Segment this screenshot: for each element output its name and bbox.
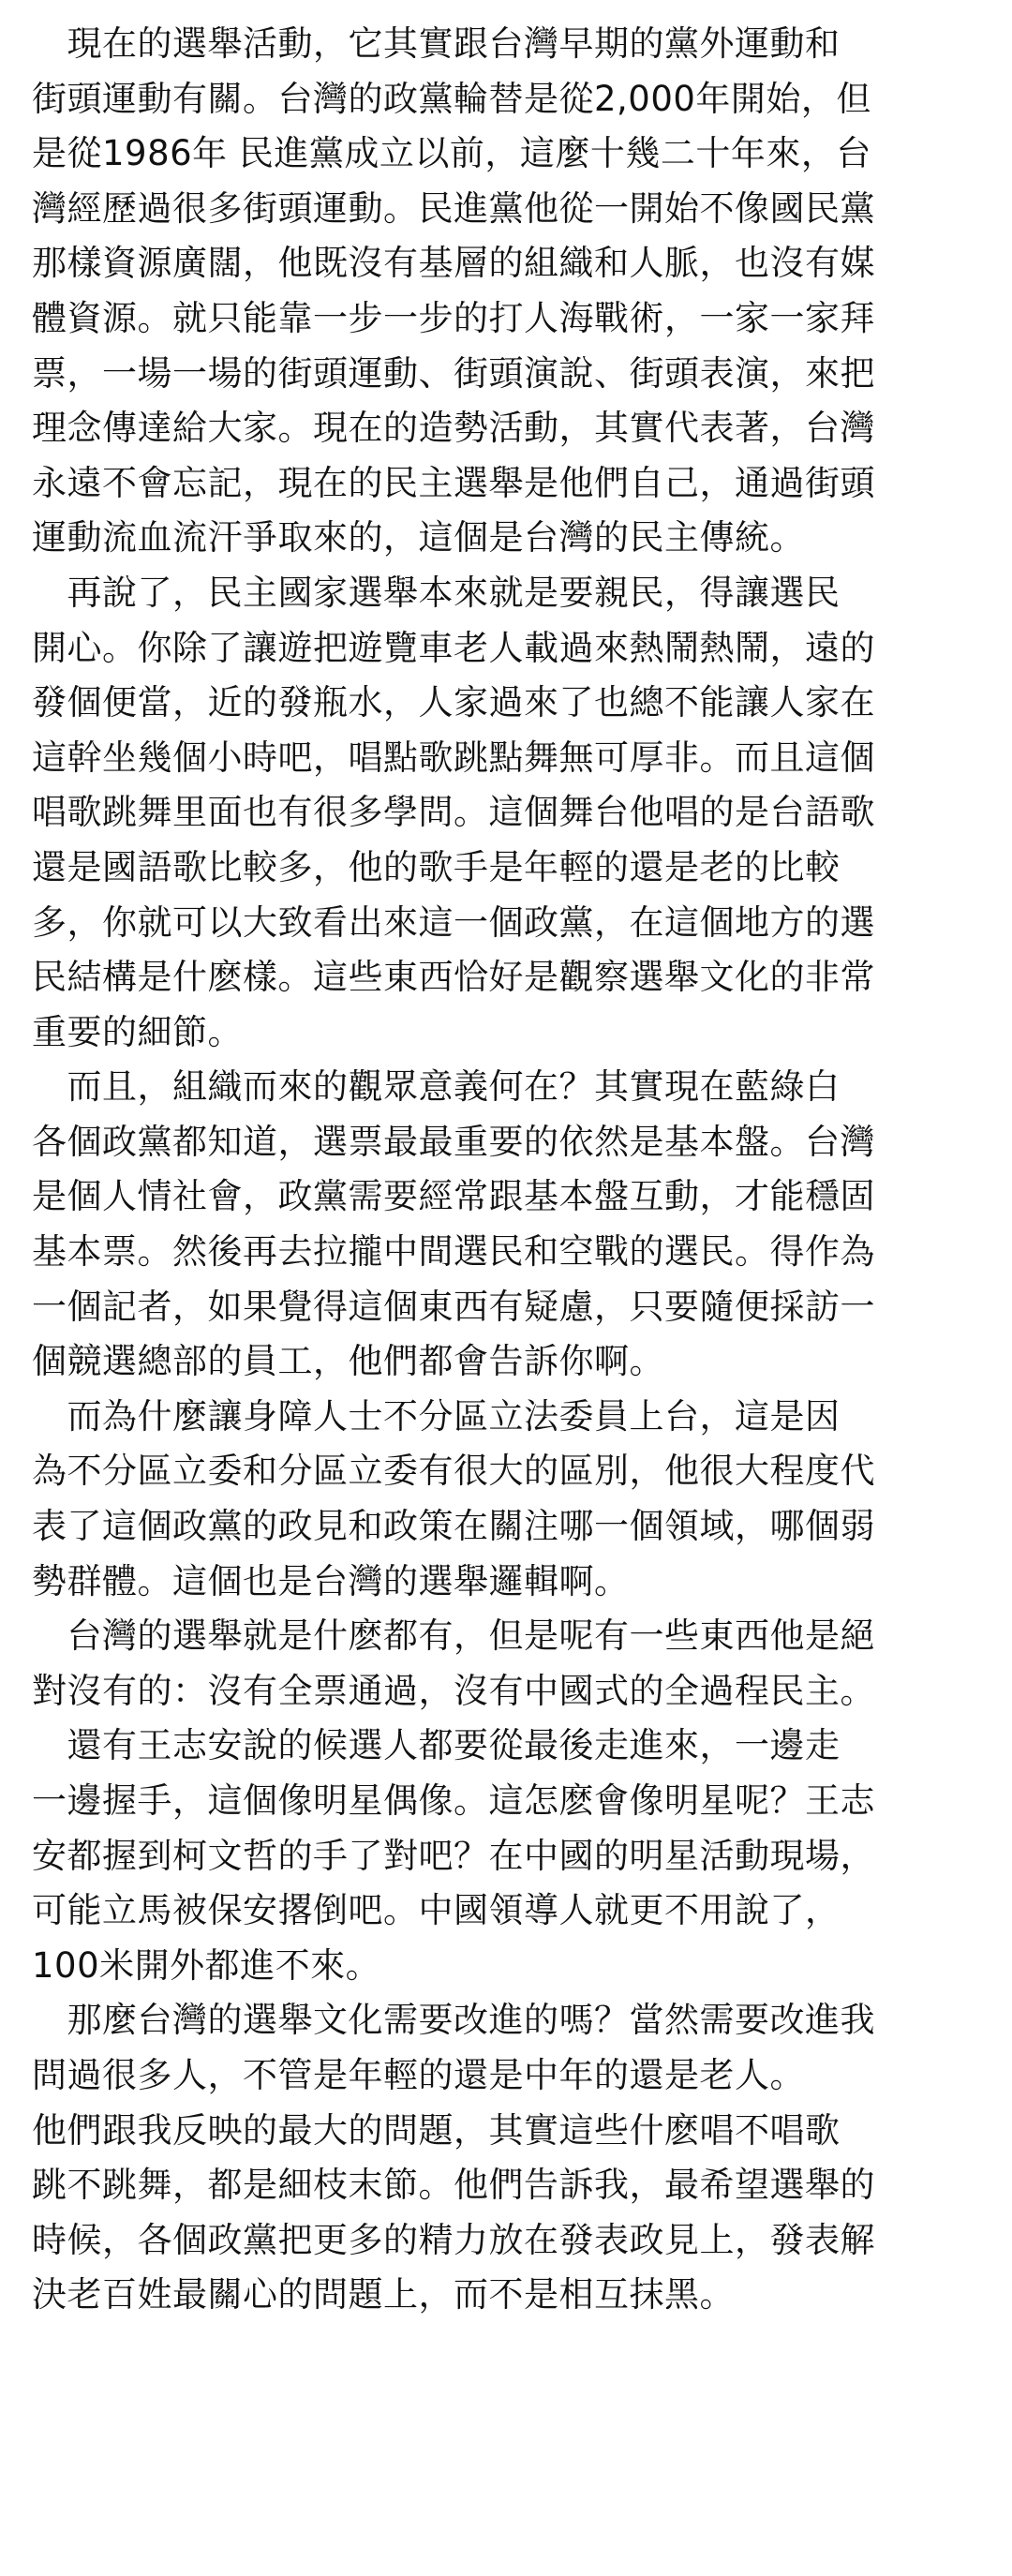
text-line: 還是國語歌比較多，他的歌手是年輕的還是老的比較 [32,846,841,887]
article-paragraph [32,1609,984,1719]
text-line: 可能立馬被保安撂倒吧。中國領導人就更不用說了， [32,1890,841,1931]
text-line: 台灣的選舉就是什麽都有，但是呢有一些東西他是絕 [32,1616,875,1657]
text-line: 基本票。然後再去拉攏中間選民和空戰的選民。得作為 [32,1231,875,1273]
text-line: 100米開外都進不來。 [32,1944,381,1986]
text-line: 那樣資源廣闊，他既沒有基層的組織和人脈，也沒有媒 [32,243,875,284]
text-line: 而且，組織而來的觀眾意義何在？其實現在藍綠白 [32,1066,841,1108]
text-line: 時候，各個政黨把更多的精力放在發表政見上，發表解 [32,2219,875,2260]
article-paragraph [32,1060,984,1390]
text-line: 民結構是什麽樣。這些東西恰好是觀察選舉文化的非常 [32,957,875,998]
text-line: 再說了，民主國家選舉本來就是要親民，得讓選民 [32,572,841,613]
text-line: 一邊握手，這個像明星偶像。這怎麽會像明星呢？王志 [32,1780,875,1821]
text-line: 是從1986年 民進黨成立以前，這麼十幾二十年來，台 [32,133,871,174]
text-line: 他們跟我反映的最大的問題，其實這些什麽唱不唱歌 [32,2109,841,2151]
article-paragraph [32,17,984,566]
text-line: 灣經歷過很多街頭運動。民進黨他從一開始不像國民黨 [32,187,875,229]
text-line: 而為什麼讓身障人士不分區立法委員上台，這是因 [32,1395,841,1437]
text-line: 街頭運動有關。台灣的政黨輪替是從2,000年開始，但 [32,78,871,119]
text-line: 勢群體。這個也是台灣的選舉邏輯啊。 [32,1560,630,1601]
text-line: 對沒有的：沒有全票通過，沒有中國式的全過程民主。 [32,1670,875,1711]
text-line: 票，一場一場的街頭運動、街頭演說、街頭表演，來把 [32,352,875,394]
article-paragraph [32,566,984,1060]
text-line: 現在的選舉活動，它其實跟台灣早期的黨外運動和 [32,23,841,64]
text-line: 決老百姓最關心的問題上，而不是相互抹黑。 [32,2274,735,2315]
text-line: 開心。你除了讓遊把遊覽車老人載過來熱鬧熱鬧，遠的 [32,627,875,668]
text-line: 永遠不會忘記，現在的民主選舉是他們自己，通過街頭 [32,462,875,503]
text-line: 為不分區立委和分區立委有很大的區別，他很大程度代 [32,1451,875,1492]
text-line: 各個政黨都知道，選票最最重要的依然是基本盤。台灣 [32,1121,875,1162]
text-line: 運動流血流汗爭取來的，這個是台灣的民主傳統。 [32,517,805,558]
article-paragraph [32,1993,984,2323]
text-line: 表了這個政黨的政見和政策在關注哪一個領域，哪個弱 [32,1506,875,1547]
text-line: 多，你就可以大致看出來這一個政黨，在這個地方的選 [32,901,875,943]
text-line: 唱歌跳舞里面也有很多學問。這個舞台他唱的是台語歌 [32,792,875,833]
text-line: 是個人情社會，政黨需要經常跟基本盤互動，才能穩固 [32,1176,875,1217]
text-line: 問過很多人，不管是年輕的還是中年的還是老人。 [32,2054,805,2095]
text-line: 還有王志安說的候選人都要從最後走進來，一邊走 [32,1725,841,1766]
text-line: 安都握到柯文哲的手了對吧？在中國的明星活動現場， [32,1835,875,1876]
text-line: 發個便當，近的發瓶水，人家過來了也總不能讓人家在 [32,682,875,723]
article-paragraph [32,1719,984,1993]
article-paragraph [32,1390,984,1609]
article-body [32,17,984,2323]
text-line: 跳不跳舞，都是細枝末節。他們告訴我，最希望選舉的 [32,2165,875,2206]
text-line: 個競選總部的員工，他們都會告訴你啊。 [32,1341,664,1382]
text-line: 體資源。就只能靠一步一步的打人海戰術，一家一家拜 [32,297,875,338]
text-line: 一個記者，如果覺得這個東西有疑慮，只要隨便採訪一 [32,1286,875,1327]
text-line: 這幹坐幾個小時吧，唱點歌跳點舞無可厚非。而且這個 [32,737,875,778]
text-line: 重要的細節。 [32,1011,243,1052]
text-line: 理念傳達給大家。現在的造勢活動，其實代表著，台灣 [32,408,875,449]
text-line: 那麼台灣的選舉文化需要改進的嗎？當然需要改進我 [32,2000,875,2041]
